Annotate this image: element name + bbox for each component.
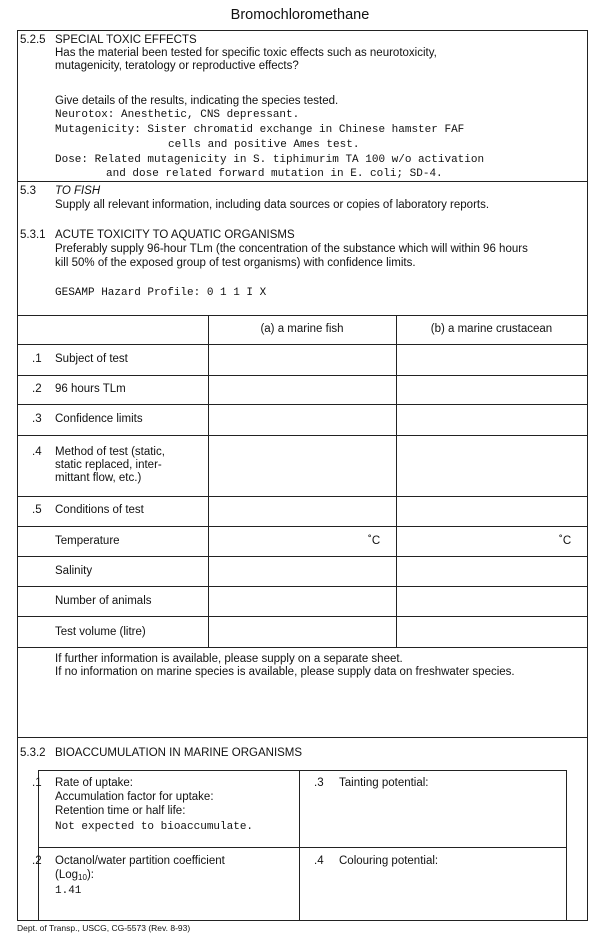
row-label-tlm: 96 hours TLm — [55, 383, 126, 395]
row-number-1: .1 — [32, 353, 42, 365]
rule-temperature — [18, 556, 587, 557]
form-frame — [17, 30, 588, 921]
mutagenicity-entry-2: cells and positive Ames test. — [168, 139, 360, 151]
bio-item-number-2: .2 — [32, 855, 42, 867]
rule-row3 — [18, 435, 587, 436]
section-heading-531: ACUTE TOXICITY TO AQUATIC ORGANISMS — [55, 229, 295, 241]
document-title: Bromochloromethane — [230, 7, 370, 23]
rule-row1 — [18, 375, 587, 376]
rule-after-525 — [18, 181, 587, 182]
section-text-531-2: kill 50% of the exposed group of test organisms) with confidence limits. — [55, 257, 416, 269]
row-label-animals: Number of animals — [55, 595, 152, 607]
note-line-2: If no information on marine species is available, please supply data on freshwater species. — [55, 666, 515, 678]
mutagenicity-entry-1: Mutagenicity: Sister chromatid exchange in Chinese hamster FAF — [55, 124, 465, 136]
bio-partition-label: Octanol/water partition coefficient — [55, 855, 225, 867]
bio-item-number-3: .3 — [314, 777, 324, 789]
form-footer: Dept. of Transp., USCG, CG-5573 (Rev. 8-93) — [17, 923, 191, 933]
row-label-temperature: Temperature — [55, 535, 120, 547]
row-label-conditions: Conditions of test — [55, 504, 144, 516]
rule-row4 — [18, 496, 587, 497]
bio-tainting-label: Tainting potential: — [339, 777, 429, 789]
row-number-2: .2 — [32, 383, 42, 395]
row-label-salinity: Salinity — [55, 565, 93, 577]
section-heading-532: BIOACCUMULATION IN MARINE ORGANISMS — [55, 747, 303, 759]
bio-item-number-4: .4 — [314, 855, 324, 867]
gesamp-profile: GESAMP Hazard Profile: 0 1 1 I X — [55, 287, 267, 299]
rule-532-left — [38, 770, 39, 920]
column-marine-crustacean: (b) a marine crustacean — [430, 323, 553, 335]
section-number-531: 5.3.1 — [20, 229, 46, 241]
bio-partition-value: 1.41 — [55, 885, 82, 897]
section-text-53: Supply all relevant information, including data sources or copies of laboratory reports. — [55, 199, 490, 211]
row-label-method-2: static replaced, inter- — [55, 459, 162, 471]
bio-accumulation-factor: Accumulation factor for uptake: — [55, 791, 214, 803]
dose-entry-2: and dose related forward mutation in E. coli; SD-4. — [106, 168, 443, 180]
question-line-2: mutagenicity, teratology or reproductive effects? — [55, 60, 299, 72]
section-number-525: 5.2.5 — [20, 34, 46, 46]
bio-accumulation-value: Not expected to bioaccumulate. — [55, 821, 254, 833]
section-number-53: 5.3 — [20, 185, 36, 197]
row-label-volume: Test volume (litre) — [55, 626, 146, 638]
row-label-method-3: mittant flow, etc.) — [55, 472, 142, 484]
temperature-unit-b: ˚C — [559, 535, 572, 547]
section-heading-525: SPECIAL TOXIC EFFECTS — [55, 34, 197, 46]
note-line-1: If further information is available, please supply on a separate sheet. — [55, 653, 403, 665]
row-number-5: .5 — [32, 504, 42, 516]
rule-row2 — [18, 404, 587, 405]
rule-row5 — [18, 526, 587, 527]
rule-salinity — [18, 586, 587, 587]
bio-retention-time: Retention time or half life: — [55, 805, 186, 817]
bio-rate-of-uptake: Rate of uptake: — [55, 777, 133, 789]
neurotox-entry: Neurotox: Anesthetic, CNS depressant. — [55, 109, 300, 121]
rule-532-center — [299, 770, 300, 920]
row-label-method-1: Method of test (static, — [55, 446, 165, 458]
bio-item-number-1: .1 — [32, 777, 42, 789]
rule-532-box-mid — [38, 847, 567, 848]
rule-table-header — [18, 344, 587, 345]
row-number-4: .4 — [32, 446, 42, 458]
rule-col-a — [208, 315, 209, 647]
section-text-531-1: Preferably supply 96-hour TLm (the concentration of the substance which will within 96 hours — [55, 243, 528, 255]
row-number-3: .3 — [32, 413, 42, 425]
bio-log-label: (Log$_{10}$): — [55, 869, 94, 882]
temperature-unit-a: ˚C — [368, 535, 381, 547]
section-heading-53: TO FISH — [55, 185, 101, 197]
row-label-confidence: Confidence limits — [55, 413, 143, 425]
rule-532-box-top — [38, 770, 567, 771]
rule-table-top — [18, 315, 587, 316]
instruction-text: Give details of the results, indicating the species tested. — [55, 95, 339, 107]
dose-entry-1: Dose: Related mutagenicity in S. tiphimurim TA 100 w/o activation — [55, 154, 485, 166]
bio-colouring-label: Colouring potential: — [339, 855, 439, 867]
rule-col-b — [396, 315, 397, 647]
question-line-1: Has the material been tested for specific toxic effects such as neurotoxicity, — [55, 47, 437, 59]
rule-animals — [18, 616, 587, 617]
rule-532-right — [566, 770, 567, 920]
column-marine-fish: (a) a marine fish — [260, 323, 344, 335]
section-number-532: 5.3.2 — [20, 747, 46, 759]
row-label-subject: Subject of test — [55, 353, 128, 365]
rule-before-532 — [18, 737, 587, 738]
rule-volume — [18, 647, 587, 648]
